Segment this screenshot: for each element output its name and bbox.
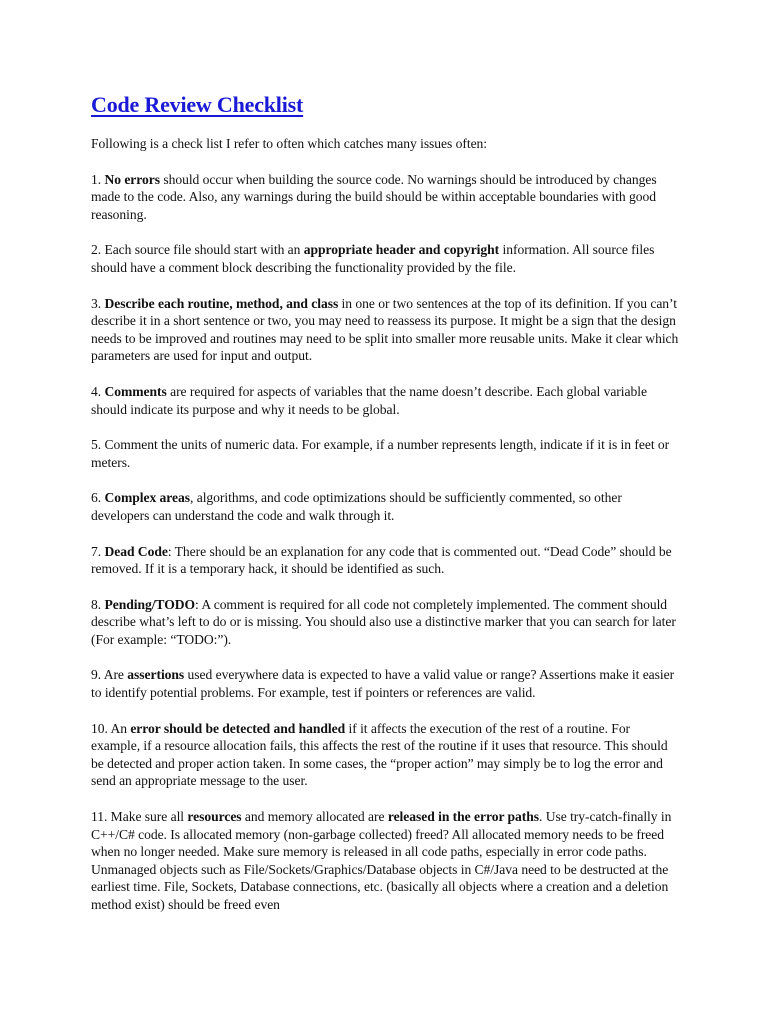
checklist-item — [91, 171, 681, 224]
checklist-item — [91, 808, 681, 914]
checklist-item — [91, 436, 681, 471]
checklist-item-emphasis: released in the error paths — [387, 809, 540, 825]
checklist-item-emphasis: Pending/TODO — [104, 596, 196, 612]
intro-paragraph: Following is a check list I refer to often which catches many issues often: — [91, 136, 488, 151]
checklist-item — [91, 596, 681, 649]
checklist-item-text: are required for aspects of variables that the name doesn’t describe. Each global variable should indicate its purpose and why it needs to be global. — [91, 383, 647, 417]
checklist-item — [91, 543, 681, 578]
checklist-item — [91, 383, 681, 418]
checklist-item-emphasis: assertions — [127, 667, 185, 683]
checklist-item-text: , algorithms, and code optimizations should be sufficiently commented, so other developers can understand the code and walk through it. — [91, 490, 622, 523]
checklist-item-text: if it affects the execution of the rest of a routine. For example, if a resource allocation fails, this affects the rest of the routine if it uses that resource. This should be detected and proper action taken. In some cases, the “proper action” may simply be to log the error and send an appropriate message to the user. — [91, 720, 668, 789]
checklist-item — [91, 295, 681, 365]
checklist-item-text: 11. Make sure all — [91, 809, 188, 825]
checklist — [91, 171, 681, 914]
checklist-item-text: 5. Comment the units of numeric data. For example, if a number represents length, indicate if it is in feet or meters. — [91, 437, 670, 470]
checklist-item-emphasis: Describe each routine, method, and class — [104, 295, 339, 311]
checklist-item-text: used everywhere data is expected to have a valid value or range? Assertions make it easier to identify potential problems. For example, test if pointers or references are valid. — [91, 667, 675, 701]
checklist-item-emphasis: Dead Code — [104, 543, 168, 559]
checklist-item-emphasis: Comments — [104, 383, 167, 399]
checklist-item-emphasis: resources — [187, 809, 242, 825]
checklist-item-text: 2. Each source file should start with an — [91, 242, 304, 258]
checklist-item — [91, 241, 681, 276]
checklist-item — [91, 489, 681, 524]
checklist-item-text: should occur when building the source code. No warnings should be introduced by changes made to the code. Also, any warnings during the build should be within acceptable boundaries with good reasoning. — [91, 171, 657, 222]
checklist-item-emphasis: Complex areas — [104, 490, 191, 506]
checklist-item — [91, 666, 681, 701]
checklist-item-text: and memory allocated are — [241, 809, 388, 825]
checklist-item-text: in one or two sentences at the top of its definition. If you can’t describe it in a short sentence or two, you may need to reassess its purpose. It might be a sign that the design needs to be improved and routines may need to be split into smaller more reusable units. Make it clear which parameters are used for input and output. — [91, 295, 679, 364]
checklist-item-text: 6. — [91, 490, 105, 506]
checklist-item-text: : A comment is required for all code not completely implemented. The comment should describe what’s left to do or is missing. You should also use a distinctive marker that you can search for later (For example: “TODO:”). — [91, 596, 676, 647]
checklist-item-emphasis: appropriate header and copyright — [303, 242, 500, 258]
checklist-item-text: 9. Are — [91, 667, 128, 683]
checklist-item-text: 7. — [91, 543, 105, 559]
checklist-item-text: 4. — [91, 383, 105, 399]
page-title[interactable]: Code Review Checklist — [91, 92, 304, 117]
document-page — [91, 92, 681, 932]
checklist-item-text: 3. — [91, 295, 105, 311]
checklist-item-text: 10. An — [91, 720, 131, 736]
checklist-item-text: : There should be an explanation for any code that is commented out. “Dead Code” should be removed. If it is a temporary hack, it should be identified as such. — [91, 543, 672, 577]
checklist-item-text: 8. — [91, 596, 105, 612]
checklist-item — [91, 720, 681, 790]
checklist-item-emphasis: error should be detected and handled — [130, 720, 346, 736]
checklist-item-text: . Use try-catch-finally in C++/C# code. Is allocated memory (non-garbage collected) freed? All allocated memory needs to be freed when no longer needed. Make sure memory is released in all code paths, especially in error code paths. Unmanaged objects such as File/Sockets/Graphics/Database objects in C#/Java need to be destructed at the earliest time. File, Sockets, Database connections, etc. (basically all objects where a creation and a deletion method exist) should be freed even — [91, 809, 672, 912]
checklist-item-text: information. All source files should have a comment block describing the functionality provided by the file. — [91, 242, 655, 275]
checklist-item-text: 1. — [91, 171, 105, 187]
checklist-item-emphasis: No errors — [104, 171, 160, 187]
